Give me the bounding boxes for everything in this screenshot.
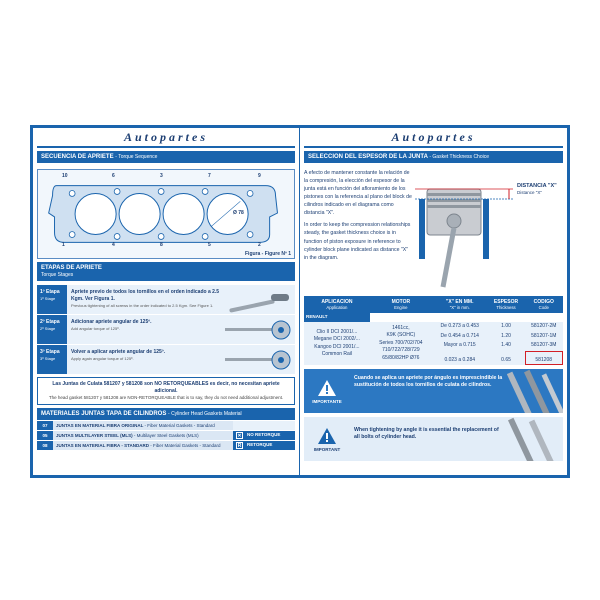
- warning-label: IMPORTANTE: [312, 398, 342, 404]
- col-header-es: APLICACION: [321, 299, 353, 305]
- thickness-cell: 0.65: [488, 351, 525, 366]
- col-engine: [370, 296, 432, 313]
- thickness-table: [304, 296, 563, 365]
- no-retorque-tag: [233, 431, 295, 440]
- wrench-tools-image: [507, 369, 563, 413]
- stage-label-es: 2º Etapa: [40, 319, 60, 326]
- thickness-title-en: - Gasket Thickness Choice: [429, 154, 490, 160]
- bolt-number: 9: [258, 173, 261, 179]
- materials-title-en: - Cylinder Head Gaskets Material: [168, 410, 242, 417]
- retorque-mark: R: [237, 442, 242, 449]
- stage-label-en: 2º Stage: [40, 325, 56, 331]
- engine-line: Series 700/702/704: [379, 339, 423, 346]
- stage-label: [37, 345, 67, 374]
- intro-text-en: In order to keep the compression relationships steady, the gasket thickness choice is in function of piston exposure in reference to cylinder block plane indicated as distance "X" in the diagram.: [304, 222, 411, 261]
- warning-text: When tightening by angle it is essential the replacement of all bolts of cylinder head.: [354, 427, 499, 441]
- material-desc-es: JUNTAS EN MATERIAL FIBRA ORIGINAL: [56, 422, 144, 428]
- col-x: [432, 296, 488, 313]
- note-text-en: The head gasket 581207 y 581208 are NON-RETORQUEABLE that is to say, they do not need additional adjustment.: [48, 394, 284, 400]
- brand-row: [304, 313, 563, 322]
- bolt-number: 7: [208, 173, 211, 179]
- x-cell: 0.023 a 0.284: [432, 351, 488, 366]
- col-header-es: ESPESOR: [493, 299, 519, 305]
- gasket-drawing: [38, 170, 294, 258]
- right-panel: [300, 128, 567, 475]
- material-code: 08: [37, 441, 53, 450]
- warning-box-es: [304, 369, 563, 413]
- material-desc: [53, 421, 233, 430]
- stage-label: [37, 285, 67, 314]
- torque-stages-header: [37, 262, 295, 281]
- material-code: 07: [37, 421, 53, 430]
- engine-line: 65/80/82HP Ø76: [382, 354, 420, 361]
- stage-row: [37, 344, 295, 374]
- material-desc-es: JUNTAS EN MATERIAL FIBRA - STANDARD: [56, 442, 149, 448]
- engine-line: 710/722/728/729: [382, 347, 420, 354]
- material-desc-en: - Fiber Material Gaskets - Standard: [150, 442, 221, 448]
- thickness-cell: 1.20: [488, 332, 525, 342]
- gasket-diagram: [37, 169, 295, 259]
- engine-line: K9K (SOHC): [386, 332, 416, 339]
- bolt-number: 4: [112, 242, 115, 248]
- stage-text: [67, 315, 225, 344]
- thickness-cell: 1.40: [488, 341, 525, 351]
- left-panel: [33, 128, 300, 475]
- bolt-number: 10: [62, 173, 68, 179]
- distance-label-en: Distance "X": [517, 190, 542, 196]
- col-header-en: Thickness: [496, 305, 516, 310]
- retorque-label: RETORQUE: [247, 442, 273, 448]
- torque-sequence-title-en: - Torque Sequence: [115, 154, 158, 160]
- stage-text-es: Volver a aplicar apriete angular de 125º.: [71, 349, 165, 356]
- distance-label: [517, 183, 557, 196]
- stage-row: [37, 284, 295, 314]
- wrench-tools-image: [507, 417, 563, 461]
- distance-label-es: DISTANCIA "X": [517, 183, 557, 189]
- stage-label-es: 3º Etapa: [40, 349, 60, 356]
- brand-cell: RENAULT: [304, 313, 370, 322]
- engine-cell: [370, 322, 432, 365]
- code-cell-highlighted: 581208: [525, 351, 563, 366]
- materials-header: [37, 408, 295, 420]
- materials-list: [37, 421, 295, 451]
- wrench-tools-icon: [507, 369, 563, 413]
- engine-line: 1461cc,: [392, 324, 410, 331]
- material-desc-en: - Fiber Material Gaskets - Standard: [144, 422, 215, 428]
- no-retorque-tag: [233, 421, 295, 430]
- bore-diameter: Ø 78: [233, 210, 244, 216]
- application-line: Kangoo DCI 2001/...: [314, 343, 360, 350]
- application-line: Clio II DCI 2001/...: [316, 328, 358, 335]
- intro-text-es: A efecto de mantener constante la relación de la compresión, la elección del espesor de la junta está en función del afloramiento de los pistones con la referencia al plano del block de cilindros indicado en el diagrama como distancia "X".: [304, 170, 412, 217]
- stage-row: [37, 314, 295, 344]
- materials-title: MATERIALES JUNTAS TAPA DE CILINDROS: [41, 410, 167, 417]
- thickness-cell: 1.00: [488, 322, 525, 332]
- torque-wrench-image: [225, 285, 295, 314]
- application-line: Common Rail: [321, 351, 353, 358]
- torque-sequence-header: [37, 151, 295, 163]
- warning-icon: [317, 379, 337, 397]
- table-row: [304, 322, 563, 332]
- x-cell: De 0.273 a 0.453: [432, 322, 488, 332]
- material-desc-en: - Multilayer Steel Gaskets (MLS): [133, 432, 199, 438]
- code-cell: 581207-2M: [525, 322, 563, 332]
- wrench-tools-icon: [507, 417, 563, 461]
- warning-icon-block: [304, 369, 350, 413]
- warning-box-en: [304, 417, 563, 461]
- thickness-intro: [304, 169, 563, 293]
- warning-label: IMPORTANT: [313, 446, 341, 452]
- bolt-number: 2: [258, 242, 261, 248]
- application-cell: [304, 322, 370, 365]
- col-header-en: Engine: [394, 305, 408, 310]
- stage-text-es: Adicionar apriete angular de 125º.: [71, 319, 152, 326]
- col-header-es: "X" EN MM.: [445, 299, 474, 305]
- col-code: [525, 296, 563, 313]
- bolt-number: 5: [208, 242, 211, 248]
- catalog-sheet: [30, 125, 570, 478]
- material-code: 05: [37, 431, 53, 440]
- material-row: [37, 421, 295, 431]
- material-row: [37, 431, 295, 441]
- stage-label-es: 1º Etapa: [40, 289, 60, 296]
- stage-text-en: Previous tightening of all screws in the order indicated to 2.5 Kgm. See Figure 1.: [71, 302, 214, 308]
- material-desc-es: JUNTAS MULTILAYER STEEL (MLS): [56, 432, 133, 438]
- stage-text-en: Apply again angular torque of 125º.: [71, 355, 134, 361]
- bolt-number: 6: [112, 173, 115, 179]
- brand-title: Autopartes: [37, 130, 295, 148]
- angle-gauge-image: [225, 345, 295, 374]
- stage-label: [37, 315, 67, 344]
- piston-diagram: [413, 169, 563, 293]
- warning-icon: [317, 427, 337, 445]
- x-cell: De 0.454 a 0.714: [432, 332, 488, 342]
- thickness-header: [304, 151, 563, 163]
- angle-gauge-icon: [225, 345, 295, 375]
- material-row: [37, 441, 295, 451]
- bolt-number: 3: [160, 173, 163, 179]
- angle-gauge-icon: [225, 315, 295, 345]
- code-cell: 581207-1M: [525, 332, 563, 342]
- no-retorque-label: NO RETORQUE: [247, 432, 281, 438]
- col-header-en: Application: [326, 305, 348, 310]
- non-retorqueable-note: [37, 377, 295, 405]
- table-header-row: [304, 296, 563, 313]
- col-header-es: CODIGO: [533, 299, 554, 305]
- torque-wrench-icon: [225, 285, 295, 315]
- stage-text-es: Apriete previo de todos los tornillos en el orden indicado a 2.5 Kgm. Ver Figura 1.: [71, 289, 220, 302]
- x-cell: Mayor a 0.715: [432, 341, 488, 351]
- brand-title: Autopartes: [304, 130, 563, 148]
- col-application: [304, 296, 370, 313]
- torque-stages-title: ETAPAS DE APRIETE: [41, 265, 102, 271]
- torque-stages-title-en: Torque Stages: [41, 272, 74, 279]
- stages-list: [37, 284, 295, 374]
- col-header-en: Code: [538, 305, 549, 310]
- no-retorque-mark: ✕: [237, 432, 242, 439]
- retorque-tag: [233, 441, 295, 450]
- figure-caption: Figura - Figure Nº 1: [245, 251, 291, 257]
- bolt-number: 1: [62, 242, 65, 248]
- stage-label-en: 1º Stage: [40, 295, 56, 301]
- stage-label-en: 3º Stage: [40, 355, 56, 361]
- warning-text: Cuando se aplica un apriete por ángulo es imprescindible la sustitución de todos los tornillos de culata de cilindros.: [354, 375, 503, 389]
- col-thickness: [488, 296, 525, 313]
- col-header-es: MOTOR: [391, 299, 411, 305]
- material-desc: [53, 431, 233, 440]
- torque-sequence-title: SECUENCIA DE APRIETE: [41, 154, 114, 160]
- col-header-en: "X" in mm.: [449, 305, 470, 310]
- application-line: Megane DCI 2002/...: [313, 336, 360, 343]
- stage-text: [67, 345, 225, 374]
- material-desc: [53, 441, 233, 450]
- angle-gauge-image: [225, 315, 295, 344]
- stage-text-en: Add angular torque of 125º.: [71, 325, 120, 331]
- code-cell: 581207-3M: [525, 341, 563, 351]
- stage-text: [67, 285, 225, 314]
- bolt-number: 8: [160, 242, 163, 248]
- intro-text: [304, 169, 413, 293]
- warning-icon-block: [304, 417, 350, 461]
- note-text-es: Las Juntas de Culata 581207 y 581208 son NO RETORQUEABLES es decir, no necesitan apriete adicional.: [52, 381, 280, 394]
- thickness-title: SELECCION DEL ESPESOR DE LA JUNTA: [308, 154, 428, 160]
